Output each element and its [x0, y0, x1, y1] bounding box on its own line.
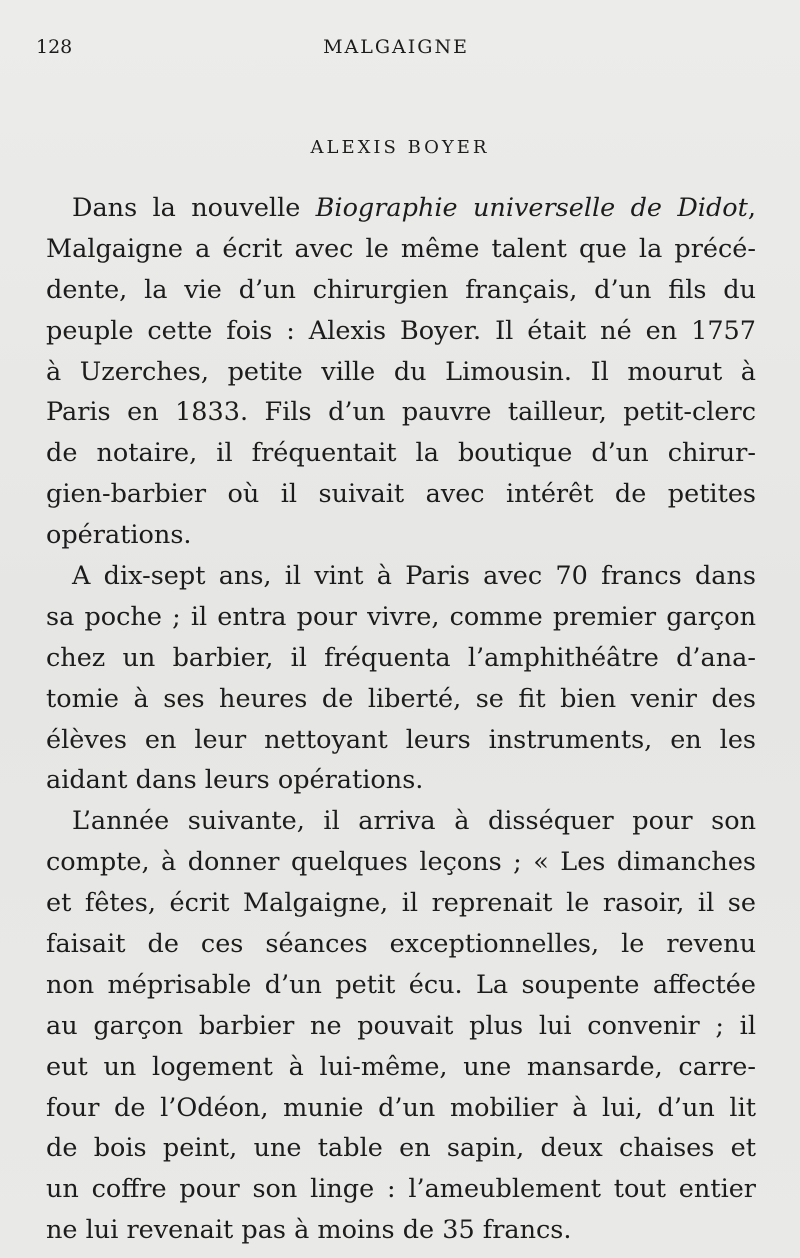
text-line: non méprisable d’un petit écu. La soupente affectée — [46, 969, 756, 1000]
text-line: aidant dans leurs opérations. — [46, 765, 424, 796]
text-line: à Uzerches, petite ville du Limousin. Il mourut à — [46, 356, 756, 387]
chapter-title: ALEXIS BOYER — [310, 137, 490, 158]
paragraph-1 — [46, 188, 756, 556]
text-line: opérations. — [46, 520, 192, 551]
text-line: et fêtes, écrit Malgaigne, il reprenait le rasoir, il se — [46, 888, 756, 919]
text-line: Paris en 1833. Fils d’un pauvre tailleur, petit-clerc — [46, 397, 756, 428]
text-line: dente, la vie d’un chirurgien français, d’un fils du — [46, 274, 756, 305]
text-line: un coffre pour son linge : l’ameublement tout entier — [46, 1174, 756, 1205]
body-text — [46, 188, 756, 1251]
page-number: 128 — [36, 36, 73, 58]
running-title: MALGAIGNE — [323, 36, 469, 58]
running-head — [36, 36, 756, 64]
paragraph-2 — [46, 556, 756, 801]
text-line: faisait de ces séances exceptionnelles, le revenu — [46, 929, 756, 960]
text-line: L’année suivante, il arriva à disséquer pour son — [72, 806, 756, 837]
text-line: A dix-sept ans, il vint à Paris avec 70 francs dans — [72, 561, 756, 592]
text-line: Malgaigne a écrit avec le même talent que la précé- — [46, 233, 756, 264]
text-line: sa poche ; il entra pour vivre, comme premier garçon — [46, 601, 756, 632]
text-line: ne lui revenait pas à moins de 35 francs. — [46, 1215, 572, 1246]
text-line: élèves en leur nettoyant leurs instruments, en les — [46, 724, 756, 755]
text-line: compte, à donner quelques leçons ; « Les dimanches — [46, 847, 756, 878]
text-line: de notaire, il fréquentait la boutique d’un chirur- — [46, 438, 756, 469]
text-line: Dans la nouvelle Biographie universelle de Didot, — [72, 193, 756, 223]
text-line: de bois peint, une table en sapin, deux chaises et — [46, 1133, 756, 1164]
italic-book-title: Biographie universelle de Didot — [315, 193, 748, 223]
paragraph-3 — [46, 801, 756, 1251]
text-line: chez un barbier, il fréquenta l’amphithéâtre d’ana- — [46, 642, 756, 673]
text-line: eut un logement à lui-même, une mansarde, carre- — [46, 1051, 756, 1082]
text-line: tomie à ses heures de liberté, se fit bien venir des — [46, 683, 756, 714]
text-line: four de l’Odéon, munie d’un mobilier à lui, d’un lit — [46, 1092, 756, 1123]
text-line: peuple cette fois : Alexis Boyer. Il était né en 1757 — [46, 315, 756, 346]
text-line: gien-barbier où il suivait avec intérêt de petites — [46, 479, 756, 510]
text-line: au garçon barbier ne pouvait plus lui convenir ; il — [46, 1010, 756, 1041]
